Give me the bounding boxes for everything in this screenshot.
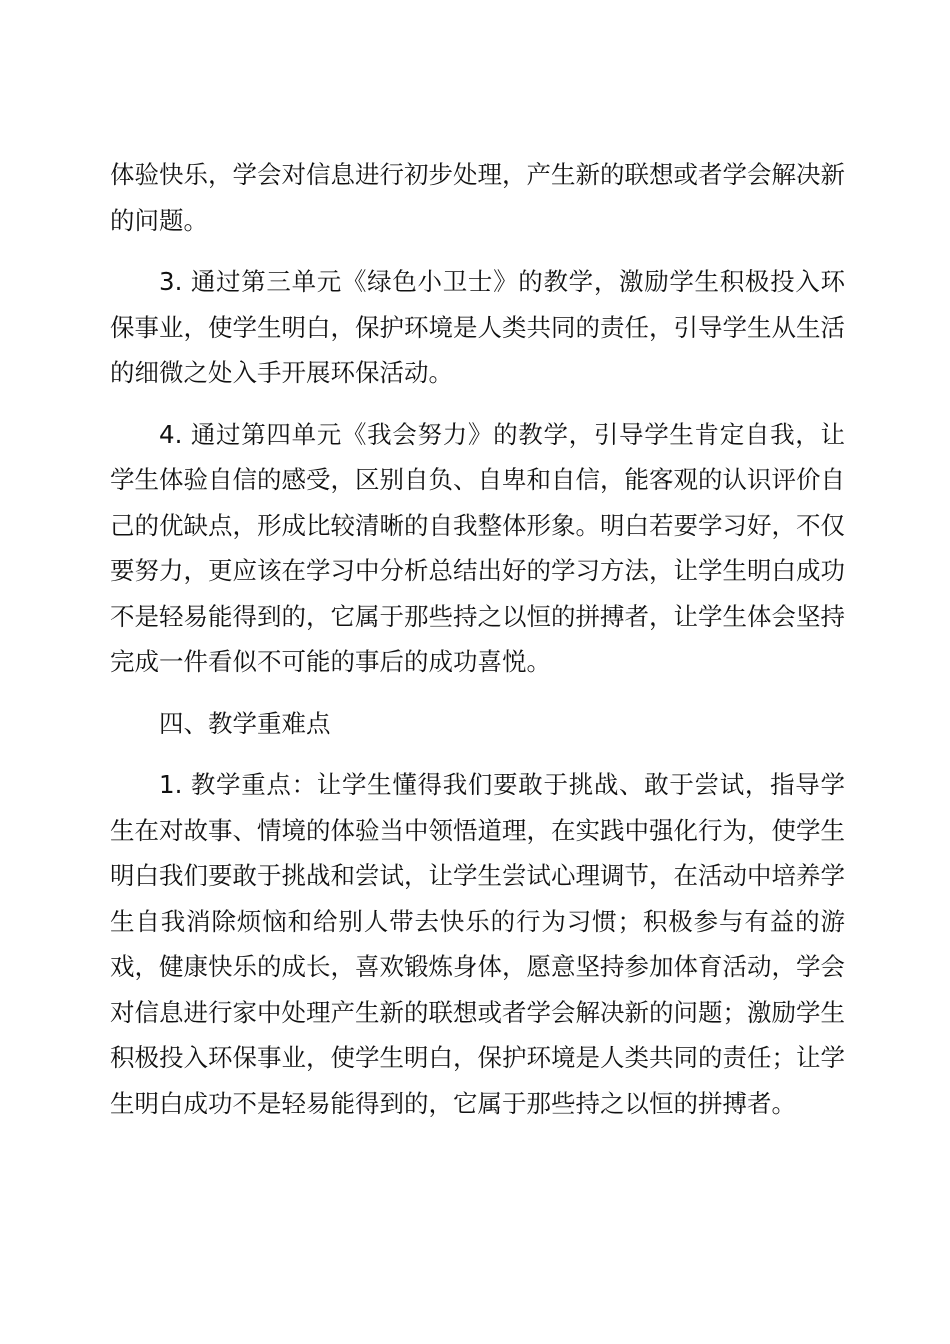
paragraph-teaching-focus: 1. 教学重点：让学生懂得我们要敢于挑战、敢于尝试，指导学生在对故事、情境的体验当中领悟道理，在实践中强化行为，使学生明白我们要敢于挑战和尝试，让学生尝试心理调节，在活动中培养学生自我消除烦恼和给别人带去快乐的行为习惯；积极参与有益的游戏，健康快乐的成长，喜欢锻炼身体，愿意坚持参加体育活动，学会对信息进行家中处理产生新的联想或者学会解决新的问题；激励学生积极投入环保事业，使学生明白，保护环境是人类共同的责任；让学生明白成功不是轻易能得到的，它属于那些持之以恒的拼搏者。 (110, 770, 845, 1118)
paragraph-item-4: 4. 通过第四单元《我会努力》的教学，引导学生肯定自我，让学生体验自信的感受，区别自负、自卑和自信，能客观的认识评价自己的优缺点，形成比较清晰的自我整体形象。明白若要学习好，不仅要努力，更应该在学习中分析总结出好的学习方法，让学生明白成功不是轻易能得到的，它属于那些持之以恒的拼搏者，让学生体会坚持完成一件看似不可能的事后的成功喜悦。 (110, 419, 845, 676)
paragraph-item-3: 3. 通过第三单元《绿色小卫士》的教学，激励学生积极投入环保事业，使学生明白，保护环境是人类共同的责任，引导学生从生活的细微之处入手开展环保活动。 (110, 267, 845, 387)
paragraph-continuation: 体验快乐，学会对信息进行初步处理，产生新的联想或者学会解决新的问题。 (110, 160, 845, 235)
section-heading: 四、教学重难点 (159, 708, 331, 738)
document-body (110, 152, 845, 1126)
